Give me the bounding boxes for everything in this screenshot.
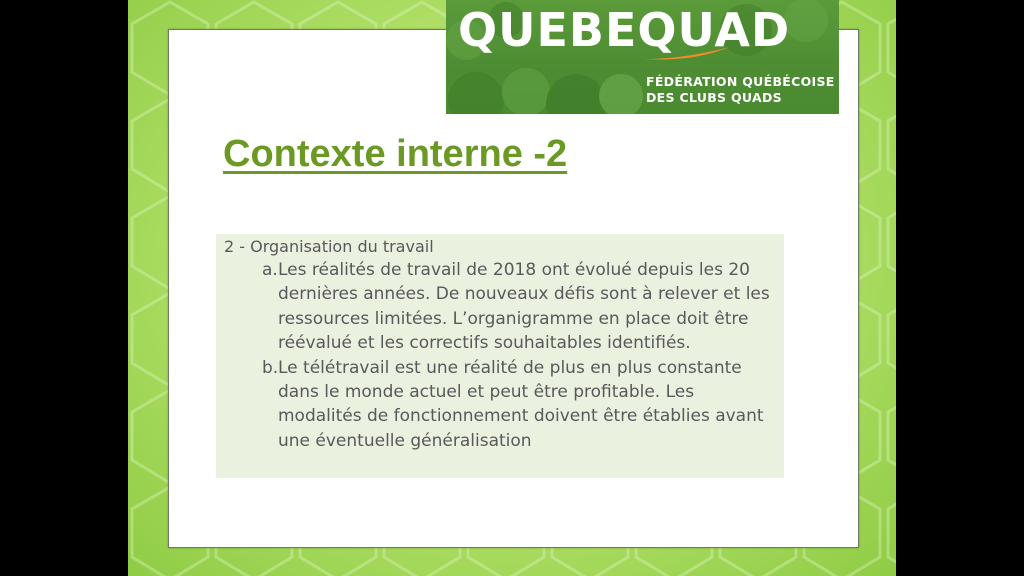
quebecquad-logo — [446, 0, 839, 114]
logo-wordmark-right: UAD — [677, 3, 791, 57]
content-text-box — [216, 234, 784, 478]
logo-wordmark-left: QUEBE — [458, 3, 638, 57]
logo-wordmark — [458, 2, 790, 58]
list-item-text: Le télétravail est une réalité de plus en plus constante dans le monde actuel et peut être profitable. Les modalités de fonctionnement doivent être établies avant une éventuelle généralisation — [278, 357, 764, 451]
logo-subtitle-line2: DES CLUBS QUADS — [646, 90, 782, 105]
logo-subtitle-line1: FÉDÉRATION QUÉBÉCOISE — [646, 74, 835, 89]
gear-q-icon: Q — [637, 3, 678, 57]
bullet-list — [224, 258, 778, 453]
list-marker: a. — [262, 260, 278, 280]
swoosh-icon — [642, 45, 732, 61]
logo-subtitle — [646, 74, 835, 106]
list-item — [224, 356, 778, 454]
slide-title: Contexte interne -2 — [223, 133, 568, 175]
section-heading: 2 - Organisation du travail — [224, 237, 434, 256]
list-item — [224, 258, 778, 356]
list-item-text: Les réalités de travail de 2018 ont évolué depuis les 20 dernières années. De nouveaux défis sont à relever et les ressources limitées. L’organigramme en place doit être réévalué et les correctifs souhaitables identifiés. — [278, 260, 770, 354]
list-marker: b. — [262, 357, 279, 378]
